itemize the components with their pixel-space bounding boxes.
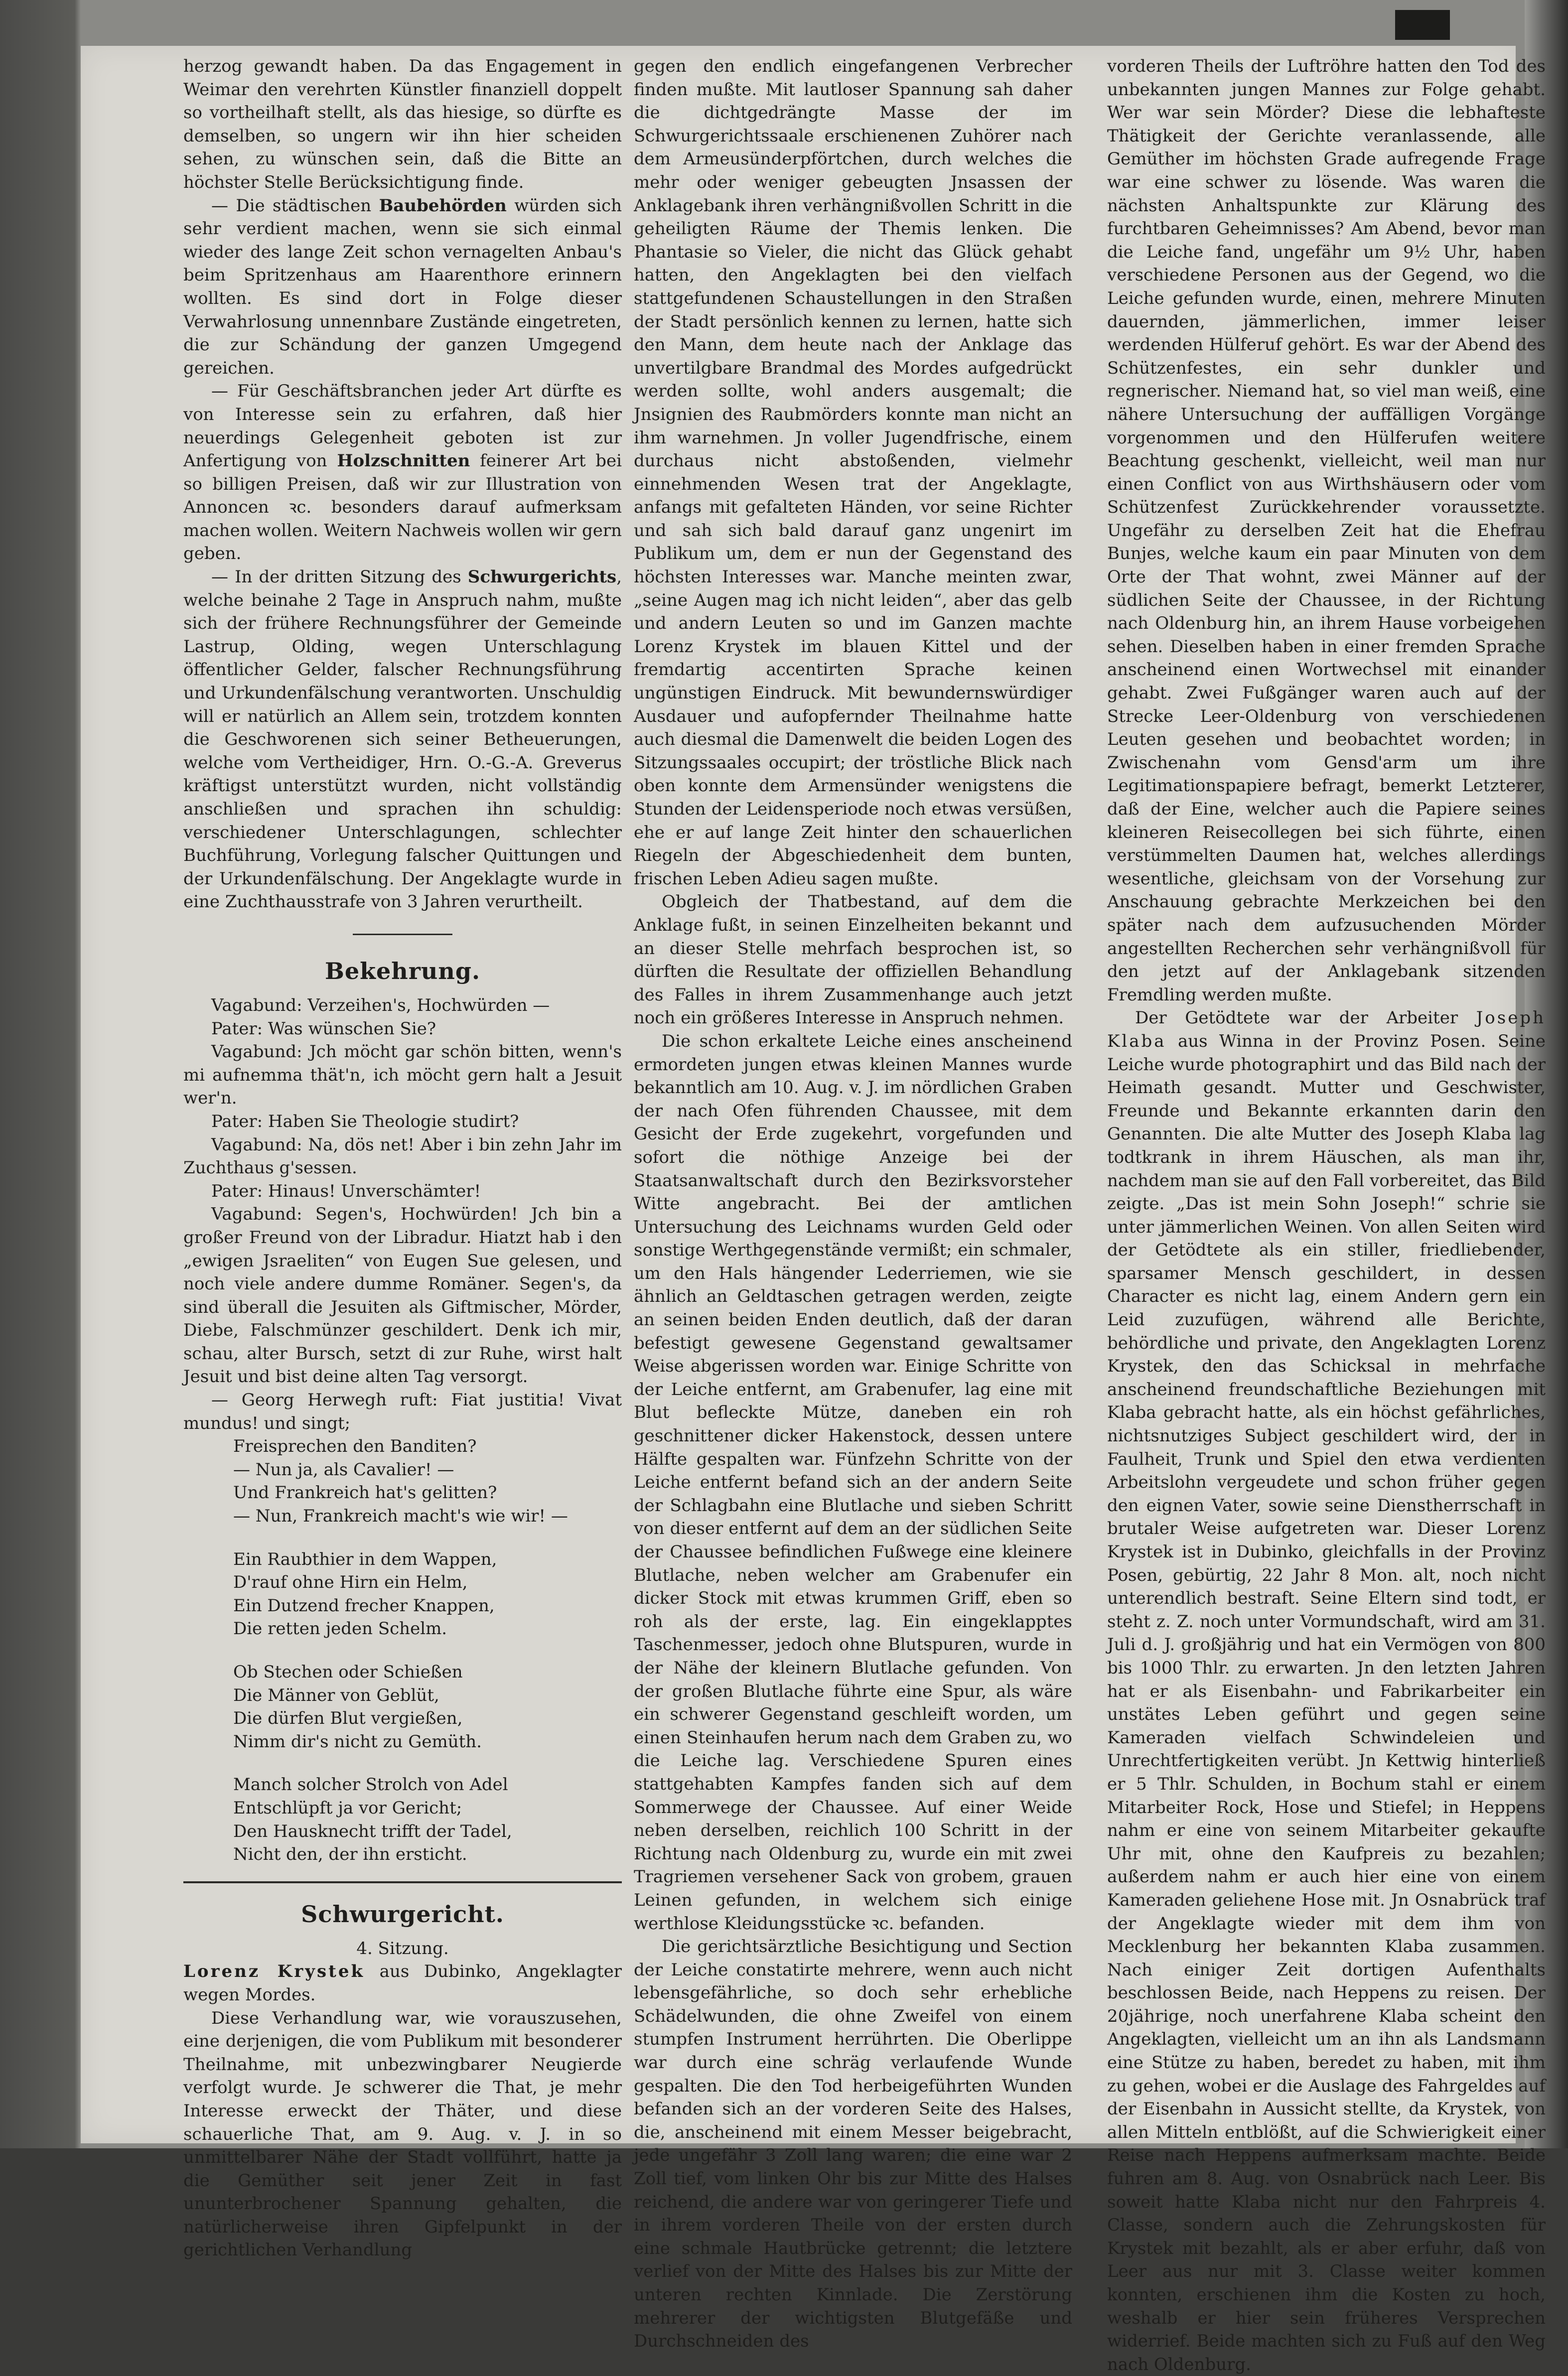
verse-line: — Nun, Frankreich macht's wie wir! — xyxy=(233,1506,568,1527)
verse-line: Entschlüpft ja vor Gericht; xyxy=(233,1798,462,1818)
column-left xyxy=(183,55,622,2262)
poem xyxy=(183,1435,622,1866)
dialog-line: Pater: Hinaus! Unverschämter! xyxy=(211,1181,481,1201)
verse-line: Nicht den, der ihn ersticht. xyxy=(233,1844,467,1865)
paragraph-leiche: Die schon erkaltete Leiche eines anscheinend ermordeten jungen etwas kleinen Mannes wurde bekanntlich am 10. Aug. v. J. im nördlichen Graben der nach Ofen führenden Chaussee, mit dem Gesicht der Erde zugekehrt, vorgefunden und sofort die nöthige Anzeige bei der Staatsanwaltschaft durch den Bezirksvorsteher Witte angebracht. Bei der amtlichen Untersuchung des Leichnams wurden Geld oder sonstige Werthgegenstände vermißt; ein schmaler, um den Hals hängender Lederriemen, wie sie ähnlich an Geldtaschen getragen werden, zeigte an seinen beiden Enden deutlich, daß der daran befestigt gewesene Gegenstand gewaltsamer Weise abgerissen worden war. Einige Schritte von der Leiche entfernt, am Grabenufer, lag eine mit Blut befleckte Mütze, daneben ein roh geschnittener dicker Hakenstock, dessen untere Hälfte gespalten war. Fünfzehn Schritte von der Leiche entfernt befand sich an der andern Seite der Schlagbahn eine Blutlache und sieben Schritt von dieser entfernt auf dem an der südlichen Seite der Chaussee befindlichen Fußwege eine kleinere Blutlache, neben welcher am Grabenufer ein dicker Stock mit etwas krummen Griff, eben so roh als der erste, lag. Ein eingeklapptes Taschenmesser, jedoch ohne Blutspuren, wurde in der Nähe der kleinern Blutlache gefunden. Von der großen Blutlache führte eine Spur, als wäre ein schwerer Gegenstand geschleift worden, um einen Steinhaufen herum nach dem Graben zu, wo die Leiche lag. Verschiedene Spuren eines stattgehabten Kampfes fanden sich auf dem Sommerwege der Chaussee. Auf einer Weide neben derselben, reichlich 100 Schritt in der Richtung nach Oldenburg zu, wurde ein mit zwei Tragriemen versehener Sack von grobem, grauen Leinen gefunden, in welchem sich einige werthlose Kleidungsstücke ꝛc. befanden. xyxy=(634,1031,1072,1934)
verse-line: Nimm dir's nicht zu Gemüth. xyxy=(233,1731,482,1752)
session-label: 4. Sitzung. xyxy=(356,1938,449,1958)
dialog-line: Vagabund: Jch möcht gar schön bitten, wenn's mi aufnemma thät'n, ich möcht gern halt a Jesuit wer'n. xyxy=(183,1042,622,1109)
section-divider xyxy=(353,934,452,935)
paragraph-baubehoerden: — Die städtischen Baubehörden würden sich sehr verdient machen, wenn sie sich einmal wieder des lange Zeit schon vernagelten Anbau's beim Spritzenhaus am Haarenthore erinnern wollten. Es sind dort in Folge dieser Verwahrlosung unnennbare Zustände eingetreten, die zur Schändung der ganzen Umgegend gereichen. xyxy=(183,195,622,378)
heading-schwurgericht: Schwurgericht. xyxy=(301,1900,504,1928)
verse-line: Ein Raubthier in dem Wappen, xyxy=(233,1549,497,1569)
verse-line: Manch solcher Strolch von Adel xyxy=(233,1775,508,1795)
paragraph-spannung: gegen den endlich eingefangenen Verbrecher finden mußte. Mit lautloser Spannung sah daher die dichtgedrängte Masse der im Schwurgerichtssaale erschienenen Zuhörer nach dem Armeusünderpförtchen, durch welches die mehr oder weniger gebeugten Jnsassen der Anklagebank ihren verhängnißvollen Schritt in die geheiligten Räume der Themis lenken. Die Phantasie so Vieler, die nicht das Glück gehabt hatten, den Angeklagten bei den vielfach stattgefundenen Schaustellungen in den Straßen der Stadt persönlich kennen zu lernen, hatte sich den Mann, dem heute nach der Anklage das unvertilgbare Brandmal des Mordes aufgedrückt werden sollte, wohl anders ausgemalt; die Jnsignien des Raubmörders konnte man nicht an ihm warnehmen. Jn voller Jugendfrische, einem durchaus nicht abstoßenden, vielmehr einnehmenden Wesen trat der Angeklagte, anfangs mit gefalteten Händen, vor seine Richter und sah sich bald darauf ganz ungenirt im Publikum um, dem er nun der Gegenstand des höchsten Interesses war. Manche meinten zwar, „seine Augen mag ich nicht leiden“, aber das gelb und andern Leuten so und im Ganzen machte Lorenz Krystek im blauen Kittel und der fremdartig accentirten Sprache keinen ungünstigen Eindruck. Mit bewundernswürdiger Ausdauer und aufopfernder Theilnahme hatte auch diesmal die Damenwelt die beiden Logen des Sitzungssaales occupirt; der tröstliche Blick nach oben konnte dem Armensünder wenigstens die Stunden der Leidensperiode noch etwas versüßen, ehe er auf lange Zeit hinter den schauerlichen Riegeln der Abgeschiedenheit dem bunten, frischen Leben Adieu sagen mußte. xyxy=(634,56,1072,889)
paragraph-verhandlung: Diese Verhandlung war, wie vorauszusehen, eine derjenigen, die vom Publikum mit besonderer Theilnahme, mit unbezwingbarer Neugierde verfolgt wurde. Je schwerer die That, je mehr Interesse erweckt der Thäter, und diese schauerliche That, am 9. Aug. v. J. in so unmittelbarer Nähe der Stadt vollführt, hatte ja die Gemüther seit jener Zeit in fast ununterbrochener Spannung gehalten, die natürlicherweise ihren Gipfelpunkt in der gerichtlichen Verhandlung xyxy=(183,2008,622,2260)
dialog-bekehrung xyxy=(183,994,622,1389)
dialog-line: Pater: Haben Sie Theologie studirt? xyxy=(211,1111,519,1131)
verse-line: D'rauf ohne Hirn ein Helm, xyxy=(233,1572,468,1593)
verse-line: Freisprechen den Banditen? xyxy=(233,1436,477,1457)
verse-line: Die retten jeden Schelm. xyxy=(233,1619,447,1639)
defendant-name: Lorenz Krystek xyxy=(183,1961,365,1982)
verse-line: Und Frankreich hat's gelitten? xyxy=(233,1483,497,1503)
verse-line: — Nun ja, als Cavalier! — xyxy=(233,1459,454,1480)
paragraph-holzschnitten: — Für Geschäftsbranchen jeder Art dürfte es von Interesse sein zu erfahren, daß hier neuerdings Gelegenheit geboten ist zur Anfertigung von Holzschnitten feinerer Art bei so billigen Preisen, daß wir zur Illustration von Annoncen ꝛc. besonders darauf aufmerksam machen wollen. Weitern Nachweis wollen wir gern geben. xyxy=(183,381,622,564)
section-rule xyxy=(183,1881,622,1883)
keyword-holzschnitten: Holzschnitten xyxy=(337,451,470,471)
keyword-baubehoerden: Baubehörden xyxy=(379,195,507,216)
scan-marker xyxy=(1395,10,1450,40)
verse-line: Ein Dutzend frecher Knappen, xyxy=(233,1595,495,1616)
verse-line: Die dürfen Blut vergießen, xyxy=(233,1708,463,1729)
paragraph-moerder: vorderen Theils der Luftröhre hatten den Tod des unbekannten jungen Mannes zur Folge gehabt. Wer war sein Mörder? Diese die lebhafteste Thätigkeit der Gerichte veranlassende, alle Gemüther im höchsten Grade aufregende Frage war eine schwer zu lösende. Was waren die nächsten Anhaltspunkte zur Klärung des furchtbaren Geheimnisses? Am Abend, bevor man die Leiche fand, ungefähr um 9½ Uhr, haben verschiedene Personen aus der Gegend, wo die Leiche gefunden wurde, einen, mehrere Minuten dauernden, jämmerlichen, immer leiser werdenden Hülferuf gehört. Es war der Abend des Schützenfestes, ein sehr dunkler und regnerischer. Niemand hat, so viel man weiß, eine nähere Untersuchung der auffälligen Vorgänge vorgenommen und den Hülferufen weitere Beachtung geschenkt, vielleicht, weil man nur einen Conflict von aus Wirthshäusern oder vom Schützenfest Zurückkehrender voraussetzte. Ungefähr zu derselben Zeit hat die Ehefrau Bunjes, welche kaum ein paar Minuten von dem Orte der That wohnt, zwei Männer auf der südlichen Seite der Chaussee, in der Richtung nach Oldenburg hin, an ihrem Hause vorbeigehen sehen. Dieselben haben in einer fremden Sprache anscheinend einen Wortwechsel mit einander gehabt. Zwei Fußgänger waren auch auf der Strecke Leer-Oldenburg von verschiedenen Leuten gesehen und beobachtet worden; in Zwischenahn vom Gensd'arm um ihre Legitimationspapiere befragt, bemerkt Letzterer, daß der Eine, welcher auch die Papiere seines kleineren Reisecollegen bei sich führte, einen verstümmelten Daumen hat, welches allerdings wesentliche, gleichsam von der Vorsehung zur Anschauung gebrachte Merkzeichen bei den später nach dem aufzusuchenden Mörder angestellten Recherchen sehr verhängnißvoll für den jetzt auf der Anklagebank sitzenden Fremdling werden mußte. xyxy=(1107,56,1546,1005)
dialog-line: Pater: Was wünschen Sie? xyxy=(211,1018,436,1039)
verse-line: Ob Stechen oder Schießen xyxy=(233,1662,463,1682)
column-middle xyxy=(634,55,1072,2353)
heading-bekehrung: Bekehrung. xyxy=(324,957,481,984)
paragraph-section: Die gerichtsärztliche Besichtigung und Section der Leiche constatirte mehrere, wenn auch nicht lebensgefährliche, so doch sehr erhebliche Schädelwunden, die ohne Zweifel von einem stumpfen Instrument herrührten. Die Oberlippe war durch eine schräg verlaufende Wunde gespalten. Die den Tod herbeigeführten Wunden befanden sich an der vorderen Seite des Halses, die, anscheinend mit einem Messer beigebracht, jede ungefähr 3 Zoll lang waren; die eine war 2 Zoll tief, vom linken Ohr bis zur Mitte des Halses reichend, die andere war von geringerer Tiefe und in ihrem vorderen Theile von der ersten durch eine schmale Hautbrücke getrennt; die letztere verlief von der Mitte des Halses bis zur Mitte der unteren rechten Kinnlade. Die Zerstörung mehrerer der wichtigsten Blutgefäße und Durchschneiden des xyxy=(634,1937,1072,2352)
paragraph-schwurgerichts: — In der dritten Sitzung des Schwurgerichts, welche beinahe 2 Tage in Anspruch nahm, mußte sich der frühere Rechnungsführer der Gemeinde Lastrup, Olding, wegen Unterschlagung öffentlicher Gelder, falscher Rechnungsführung und Urkundenfälschung verantworten. Unschuldig will er natürlich an Allem sein, trotzdem konnten die Geschworenen sich seiner Betheuerungen, welche vom Vertheidiger, Hrn. O.-G.-A. Greverus kräftigst unterstützt wurden, nicht vollständig anschließen und sprachen ihn schuldig: verschiedener Unterschlagungen, schlechter Buchführung, Vorlegung falscher Quittungen und der Urkundenfälschung. Der Angeklagte wurde in eine Zuchthausstrafe von 3 Jahren verurtheilt. xyxy=(183,567,622,912)
paragraph-klaba: Der Getödtete war der Arbeiter Joseph Klaba aus Winna in der Provinz Posen. Seine Leiche wurde photographirt und das Bild nach der Heimath gesandt. Mutter und Geschwister, Freunde und Bekannte erkannten darin den Genannten. Die alte Mutter des Joseph Klaba lag todtkrank in ihrem Häuschen, als man ihr, nachdem man sie auf den Fall vorbereitet, das Bild zeigte. „Das ist mein Sohn Joseph!“ schrie sie unter jämmerlichen Weinen. Von allen Seiten wird der Getödtete als ein stiller, friedliebender, sparsamer Mensch geschildert, in dessen Character es nicht lag, einem Andern gern ein Leid zuzufügen, während alle Berichte, behördliche und private, den Angeklagten Lorenz Krystek, den das Schicksal in mehrfache anscheinend freundschaftliche Beziehungen mit Klaba gebracht hatte, als ein höchst gefährliches, nichtsnutziges Subject geschildert wird, der in Faulheit, Trunk und Spiel den etwa verdienten Arbeitslohn vergeudete und schon früher gegen den eignen Vater, sowie seine Dienstherrschaft in brutaler Weise aufgetreten war. Dieser Lorenz Krystek ist in Dubinko, gleichfalls in der Provinz Posen, gebürtig, 22 Jahr 8 Mon. alt, noch nicht unterendlich bestraft. Seine Eltern sind todt, er steht z. Z. noch unter Vormundschaft, wird am 31. Juli d. J. großjährig und hat ein Vermögen von 800 bis 1000 Thlr. zu erwarten. Jn den letzten Jahren hat er als Eisenbahn- und Fabrikarbeiter ein unstätes Leben geführt und gegen seine Kameraden vielfach Schwindeleien und Unrechtfertigkeiten verübt. Jn Kettwig hinterließ er 5 Thlr. Schulden, in Bochum stahl er einem Mitarbeiter Rock, Hose und Stiefel; in Heppens nahm er eine von seinem Mitarbeiter gekaufte Uhr mit, ohne den Kaufpreis zu bezahlen; außerdem nahm er auch hier eine von einem Kameraden geliehene Hose mit. Jn Osnabrück traf der Angeklagte wieder mit dem ihm von Mecklenburg her bekannten Klaba zusammen. Nach einiger Zeit dortigen Aufenthalts beschlossen Beide, nach Heppens zu reisen. Der 20jährige, noch unerfahrene Klaba scheint den Angeklagten, vielleicht um an ihn als Landsmann eine Stütze zu haben, beredet zu haben, mit ihm zu gehen, wobei er die Auslage des Fahrgeldes auf der Eisenbahn in Aussicht stellte, da Krystek, von allen Mitteln entblößt, auf die Schwierigkeit einer Reise nach Heppens aufmerksam machte. Beide fuhren am 8. Aug. von Osnabrück nach Leer. Bis soweit hatte Klaba nicht nur den Fahrpreis 4. Classe, sondern auch die Zehrungskosten für Krystek mit bezahlt, als er aber erfuhr, daß von Leer aus nur mit 3. Classe weiter kommen konnten, erschienen ihm die Kosten zu hoch, weshalb er hier sein früheres Versprechen widerrief. Beide machten sich zu Fuß auf den Weg nach Oldenburg. xyxy=(1107,1008,1546,2375)
victim-name: Joseph Klaba xyxy=(1107,1008,1546,1051)
defendant-line: Lorenz Krystek aus Dubinko, Angeklagter wegen Mordes. xyxy=(183,1961,622,2005)
paragraph-thatbestand: Obgleich der Thatbestand, auf dem die Anklage fußt, in seinen Einzelheiten bekannt und an dieser Stelle mehrfach besprochen ist, so dürften die Resultate der offiziellen Behandlung des Falles in ihrem Zusammenhange auch jetzt noch ein größeres Interesse in Anspruch nehmen. xyxy=(634,892,1072,1028)
paragraph-engagement: herzog gewandt haben. Da das Engagement in Weimar den verehrten Künstler finanziell doppelt so vortheilhaft stellt, als das hiesige, so dürfte es demselben, so ungern wir ihn hier scheiden sehen, zu wünschen sein, daß die Bitte an höchster Stelle Berücksichtigung finde. xyxy=(183,56,622,192)
keyword-schwurgerichts: Schwurgerichts xyxy=(467,567,617,587)
verse-line: Die Männer von Geblüt, xyxy=(233,1685,439,1705)
dialog-line: Vagabund: Na, dös net! Aber i bin zehn Jahr im Zuchthaus g'sessen. xyxy=(183,1134,622,1178)
paragraph-herwegh: — Georg Herwegh ruft: Fiat justitia! Vivat mundus! und singt; xyxy=(183,1390,622,1433)
dialog-line: Vagabund: Verzeihen's, Hochwürden — xyxy=(211,995,550,1015)
column-right xyxy=(1107,55,1546,2376)
verse-line: Den Hausknecht trifft der Tadel, xyxy=(233,1821,512,1841)
dialog-line: Vagabund: Segen's, Hochwürden! Jch bin a großer Freund von der Libradur. Hiatzt hab i den „ewigen Jsraeliten“ von Eugen Sue gelesen, und noch viele andere dumme Romäner. Segen's, da sind überall die Jesuiten als Giftmischer, Mörder, Diebe, Falschmünzer geschildert. Denk ich mir, schau, alter Bursch, setzt di zur Ruhe, wirst halt Jesuit und bist deine alten Tag versorgt. xyxy=(183,1204,622,1387)
